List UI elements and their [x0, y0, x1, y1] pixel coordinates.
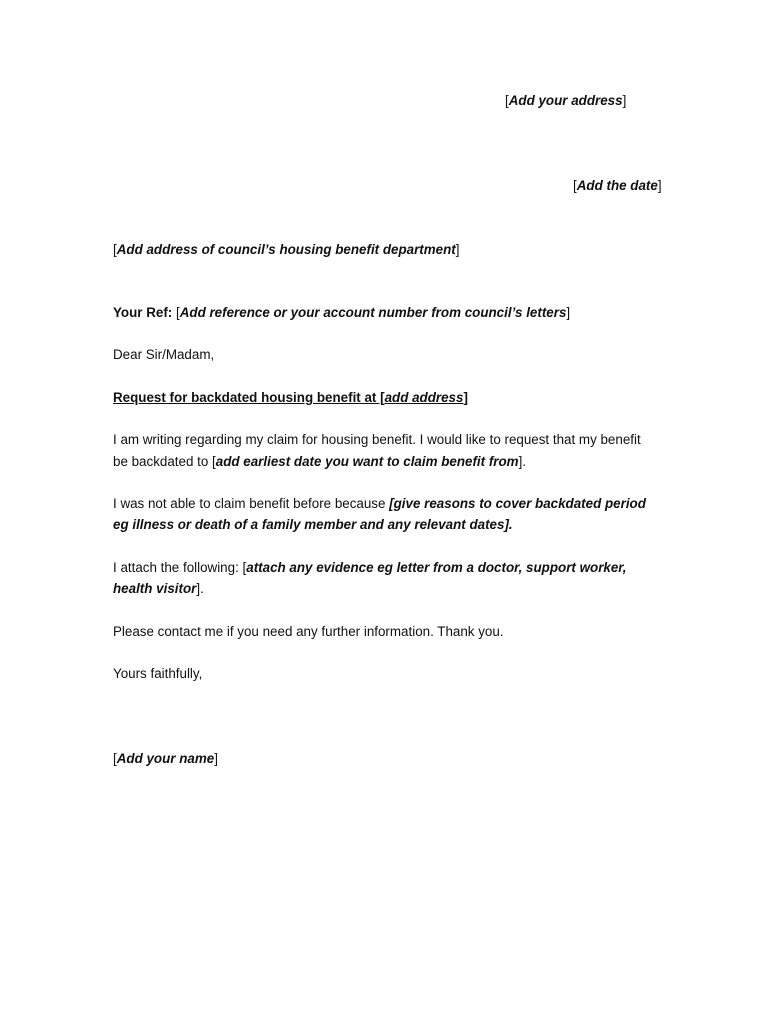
date-placeholder: Add the date [576, 178, 658, 193]
evidence-placeholder-line-1: attach any evidence eg letter from a doctor, support worker, [246, 560, 627, 575]
sender-address [505, 93, 626, 109]
evidence-placeholder-line-2: health visitor [113, 581, 197, 596]
subject-line [113, 390, 468, 406]
reference-line [113, 305, 570, 321]
paragraph-1-line-2 [113, 454, 526, 470]
reference-label: Your Ref: [113, 305, 173, 320]
bracket-close: ]. [196, 581, 204, 596]
paragraph-1-line-1: I am writing regarding my claim for housing benefit. I would like to request that my benefit [113, 432, 641, 447]
reference-placeholder: Add reference or your account number from council’s letters [179, 305, 567, 320]
subject-placeholder: add address [384, 390, 464, 405]
bracket-close: ] [622, 93, 627, 108]
bracket-close: ] [463, 390, 468, 405]
recipient-address-placeholder: Add address of council’s housing benefit department [116, 242, 456, 257]
bracket-close: ] [657, 178, 662, 193]
bracket-open: [ [573, 178, 577, 193]
backdate-placeholder: add earliest date you want to claim benefit from [215, 454, 519, 469]
sender-address-placeholder: Add your address [508, 93, 623, 108]
reasons-placeholder-line-2: eg illness or death of a family member and any relevant dates]. [113, 517, 513, 532]
bracket-open: [ [113, 242, 117, 257]
recipient-address [113, 242, 460, 258]
bracket-close: ]. [518, 454, 527, 469]
paragraph-1-prefix: be backdated to [ [113, 454, 216, 469]
paragraph-2-line-1 [113, 496, 646, 512]
paragraph-3-prefix: I attach the following: [ [113, 560, 247, 575]
salutation: Dear Sir/Madam, [113, 347, 215, 362]
letter-date [573, 178, 662, 194]
bracket-close: ] [455, 242, 460, 257]
paragraph-2-prefix: I was not able to claim benefit before because [113, 496, 390, 511]
subject-text: Request for backdated housing benefit at [ [113, 390, 385, 405]
bracket-open: [ [505, 93, 509, 108]
paragraph-4: Please contact me if you need any further information. Thank you. [113, 624, 504, 639]
name-placeholder: Add your name [116, 751, 215, 766]
paragraph-3-line-1 [113, 560, 627, 576]
bracket-open: [ [113, 751, 117, 766]
paragraph-3-line-2 [113, 581, 204, 597]
closing: Yours faithfully, [113, 666, 203, 681]
bracket-close: ] [566, 305, 571, 320]
bracket-close: ] [214, 751, 218, 766]
bracket-open: [ [172, 305, 180, 320]
signature [113, 751, 218, 767]
reasons-placeholder-line-1: [give reasons to cover backdated period [389, 496, 646, 511]
